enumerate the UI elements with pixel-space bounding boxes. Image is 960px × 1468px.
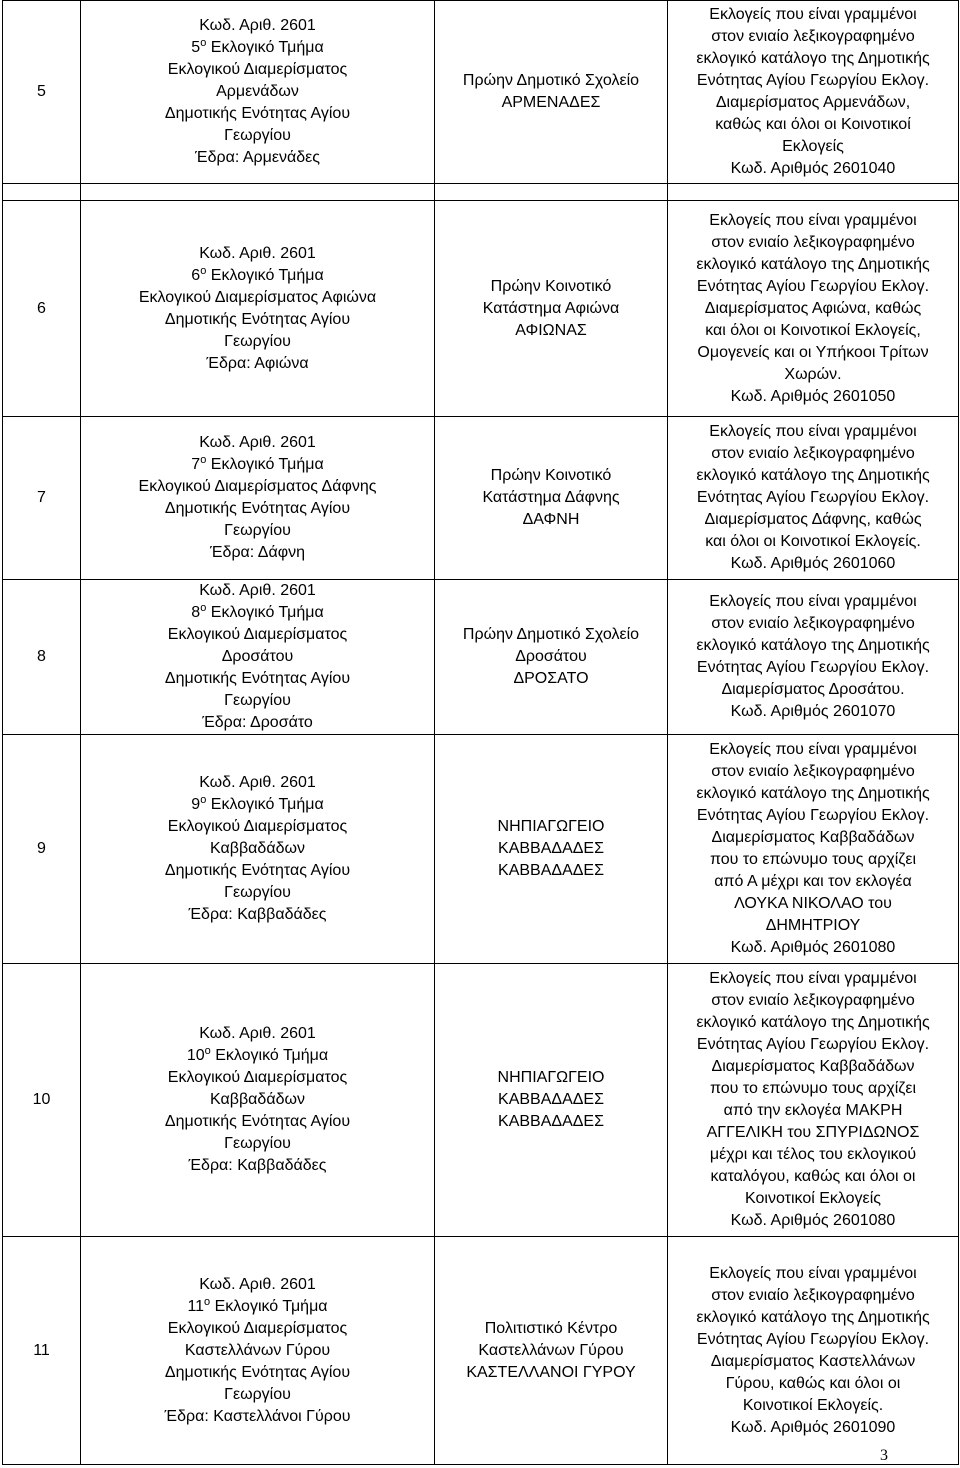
section-line: Δημοτικής Ενότητας Αγίου	[164, 310, 351, 328]
table-row	[3, 735, 959, 964]
voters-line: εκλογικό κατάλογο της Δημοτικής	[696, 1308, 930, 1326]
voters-line: Κοινοτικοί Εκλογείς	[745, 1190, 881, 1207]
location-line: ΔΡΟΣΑΤΟ	[513, 670, 589, 687]
section-title-text: Εκλογικό Τμήμα	[206, 604, 324, 621]
location-line: ΚΑΒΒΑΔΑΔΕΣ	[498, 862, 604, 879]
voters-line: ΛΟΥΚΑ ΝΙΚΟΛΑΟ του	[734, 895, 892, 912]
voters-line: εκλογικό κατάλογο της Δημοτικής	[696, 637, 930, 654]
voters-line: καθώς και όλοι οι Κοινοτικοί	[715, 116, 911, 133]
row-number: 9	[3, 735, 81, 964]
section-ordinal: 6	[191, 266, 201, 284]
ordinal-suffix: ο	[200, 264, 207, 277]
section-line: Δροσάτου	[221, 648, 294, 665]
location-line: ΑΡΜΕΝΑΔΕΣ	[501, 94, 601, 111]
voters-line: Εκλογείς	[782, 138, 844, 155]
section-title	[82, 37, 433, 59]
section-code: Κωδ. Αριθ. 2601	[199, 582, 316, 599]
section-line: Καββαδάδων	[210, 1091, 305, 1108]
row-number: 5	[3, 1, 81, 184]
row-number: 10	[3, 964, 81, 1237]
section-line: Εκλογικού Διαμερίσματος	[167, 1069, 348, 1086]
section-line: Δημοτικής Ενότητας Αγίου	[164, 670, 351, 687]
ordinal-suffix: ο	[200, 454, 207, 466]
voters-line: Κωδ. Αριθμός 2601080	[730, 939, 896, 956]
voters-line: Κοινοτικοί Εκλογείς.	[742, 1396, 884, 1414]
ordinal-suffix: ο	[200, 602, 207, 614]
location-line: ΑΦΙΩΝΑΣ	[515, 321, 587, 339]
section-line: Έδρα: Αφιώνα	[206, 354, 309, 372]
voters-line: ΔΗΜΗΤΡΙΟΥ	[765, 917, 861, 934]
location-cell	[435, 735, 668, 964]
voters-line: Ενότητας Αγίου Γεωργίου Εκλογ.	[696, 72, 930, 89]
section-cell	[81, 1, 435, 184]
voters-line: Ενότητας Αγίου Γεωργίου Εκλογ.	[696, 659, 930, 676]
location-cell	[435, 1237, 668, 1465]
section-line: Γεωργίου	[224, 692, 291, 709]
section-title-text: Εκλογικό Τμήμα	[210, 1297, 328, 1315]
location-line: Πρώην Κοινοτικό	[490, 467, 612, 484]
voters-line: Ενότητας Αγίου Γεωργίου Εκλογ.	[696, 489, 930, 506]
table-row	[3, 580, 959, 735]
table-row	[3, 964, 959, 1237]
voters-line: Εκλογείς που είναι γραμμένοι	[709, 593, 917, 610]
location-line: ΔΑΦΝΗ	[522, 511, 580, 528]
section-cell	[81, 201, 435, 417]
section-title-text: Εκλογικό Τμήμα	[210, 1047, 329, 1064]
location-line: ΚΑΒΒΑΔΑΔΕΣ	[498, 1091, 604, 1108]
location-cell	[435, 964, 668, 1237]
section-line: Έδρα: Καστελλάνοι Γύρου	[164, 1407, 351, 1425]
section-cell	[81, 580, 435, 735]
section-code: Κωδ. Αριθ. 2601	[199, 774, 316, 791]
section-title-text: Εκλογικό Τμήμα	[206, 796, 324, 813]
voters-line: Ενότητας Αγίου Γεωργίου Εκλογ.	[696, 1330, 930, 1348]
voters-line: Κωδ. Αριθμός 2601060	[730, 555, 896, 572]
location-line: Κατάστημα Αφιώνα	[482, 299, 620, 317]
voters-line: που το επώνυμο τους αρχίζει	[709, 1080, 917, 1097]
voters-line: εκλογικό κατάλογο της Δημοτικής	[696, 50, 930, 67]
voters-line: Χωρών.	[784, 365, 842, 383]
section-cell	[81, 735, 435, 964]
voters-cell	[668, 1, 959, 184]
voters-cell	[668, 580, 959, 735]
table-body	[3, 1, 959, 1465]
location-line: ΚΑΒΒΑΔΑΔΕΣ	[498, 1113, 604, 1130]
section-line: Εκλογικού Διαμερίσματος Δάφνης	[138, 478, 377, 495]
section-line: Γεωργίου	[224, 332, 291, 350]
voters-line: Διαμερίσματος Καββαδάδων	[711, 829, 915, 846]
voters-cell	[668, 735, 959, 964]
section-line: Γεωργίου	[224, 1385, 291, 1403]
section-line: Δημοτικής Ενότητας Αγίου	[164, 500, 351, 517]
section-line: Έδρα: Καββαδάδες	[188, 1157, 327, 1174]
voters-line: Διαμερίσματος Αρμενάδων,	[715, 94, 911, 111]
voters-line: Εκλογείς που είναι γραμμένοι	[709, 1264, 917, 1282]
location-line: Πρώην Δημοτικό Σχολείο	[462, 72, 640, 89]
voters-line: Εκλογείς που είναι γραμμένοι	[709, 423, 917, 440]
location-cell	[435, 1, 668, 184]
section-line: Δημοτικής Ενότητας Αγίου	[164, 862, 351, 879]
voters-line: Εκλογείς που είναι γραμμένοι	[709, 211, 917, 229]
voters-line: Εκλογείς που είναι γραμμένοι	[709, 970, 917, 987]
location-line: Καστελλάνων Γύρου	[478, 1341, 624, 1359]
section-title	[82, 454, 433, 476]
row-number: 6	[3, 201, 81, 417]
section-cell	[81, 417, 435, 580]
ordinal-suffix: ο	[200, 794, 207, 806]
voters-line: και όλοι οι Κοινοτικοί Εκλογείς,	[705, 321, 921, 339]
voters-line: Κωδ. Αριθμός 2601090	[730, 1418, 896, 1436]
table-row	[3, 417, 959, 580]
row-separator	[3, 184, 959, 201]
location-line: Πρώην Κοινοτικό	[490, 277, 612, 295]
section-code: Κωδ. Αριθ. 2601	[199, 434, 316, 451]
section-ordinal: 5	[191, 39, 201, 56]
section-line: Καββαδάδων	[210, 840, 305, 857]
section-line: Εκλογικού Διαμερίσματος	[167, 818, 348, 835]
ordinal-suffix: ο	[204, 1045, 211, 1057]
section-line: Καστελλάνων Γύρου	[184, 1341, 331, 1359]
voters-line: από Α μέχρι και τον εκλογέα	[714, 873, 912, 890]
section-ordinal: 11	[187, 1297, 205, 1315]
section-line: Δημοτικής Ενότητας Αγίου	[164, 1363, 351, 1381]
section-line: Γεωργίου	[224, 884, 291, 901]
voters-line: Διαμερίσματος Καστελλάνων	[710, 1352, 916, 1370]
voters-line: εκλογικό κατάλογο της Δημοτικής	[696, 255, 930, 273]
voters-line: Κωδ. Αριθμός 2601080	[730, 1212, 896, 1229]
section-code: Κωδ. Αριθ. 2601	[199, 1275, 316, 1293]
section-ordinal: 8	[191, 604, 201, 621]
voters-line: μέχρι και τέλος του εκλογικού	[709, 1146, 917, 1163]
voters-cell	[668, 201, 959, 417]
section-line: Έδρα: Δάφνη	[209, 544, 306, 561]
voters-line: από την εκλογέα ΜΑΚΡΗ	[723, 1102, 903, 1119]
section-line: Έδρα: Καββαδάδες	[188, 906, 327, 923]
row-number: 8	[3, 580, 81, 735]
section-line: Αρμενάδων	[216, 83, 299, 100]
section-title-text: Εκλογικό Τμήμα	[206, 266, 324, 284]
separator-cell	[435, 184, 668, 201]
section-line: Γεωργίου	[224, 522, 291, 539]
voters-line: στον ενιαίο λεξικογραφημένο	[711, 1286, 915, 1304]
section-line: Δημοτικής Ενότητας Αγίου	[164, 105, 351, 122]
location-line: ΚΑΒΒΑΔΑΔΕΣ	[498, 840, 604, 857]
section-code: Κωδ. Αριθ. 2601	[199, 244, 316, 262]
voters-cell	[668, 964, 959, 1237]
voters-line: στον ενιαίο λεξικογραφημένο	[711, 445, 915, 462]
voters-line: στον ενιαίο λεξικογραφημένο	[711, 763, 915, 780]
voters-line: Διαμερίσματος Καββαδάδων	[711, 1058, 915, 1075]
separator-cell	[3, 184, 81, 201]
ordinal-suffix: ο	[200, 37, 207, 49]
section-title-text: Εκλογικό Τμήμα	[206, 456, 324, 473]
voters-line: Ομογενείς και οι Υπήκοοι Τρίτων	[697, 343, 929, 361]
voters-line: εκλογικό κατάλογο της Δημοτικής	[696, 467, 930, 484]
section-line: Έδρα: Αρμενάδες	[195, 149, 320, 166]
location-line: ΝΗΠΙΑΓΩΓΕΙΟ	[497, 818, 605, 835]
voters-line: Εκλογείς που είναι γραμμένοι	[709, 741, 917, 758]
voters-line: στον ενιαίο λεξικογραφημένο	[711, 615, 915, 632]
page-number: 3	[880, 1447, 888, 1464]
section-title	[82, 1296, 433, 1318]
voters-line: ΑΓΓΕΛΙΚΗ του ΣΠΥΡΙΔΩΝΟΣ	[706, 1124, 920, 1141]
voters-line: Κωδ. Αριθμός 2601040	[730, 160, 896, 177]
section-ordinal: 7	[191, 456, 201, 473]
polling-stations-table	[2, 0, 959, 1465]
voters-line: Κωδ. Αριθμός 2601070	[730, 703, 896, 720]
location-cell	[435, 417, 668, 580]
table-row	[3, 1237, 959, 1465]
voters-line: Διαμερίσματος Δροσάτου.	[721, 681, 905, 698]
voters-line: στον ενιαίο λεξικογραφημένο	[711, 992, 915, 1009]
voters-line: Ενότητας Αγίου Γεωργίου Εκλογ.	[696, 277, 930, 295]
location-line: Πρώην Δημοτικό Σχολείο	[462, 626, 640, 643]
voters-line: Κωδ. Αριθμός 2601050	[730, 387, 896, 405]
section-line: Εκλογικού Διαμερίσματος Αφιώνα	[138, 288, 377, 306]
section-ordinal: 10	[186, 1047, 205, 1064]
voters-line: και όλοι οι Κοινοτικοί Εκλογείς.	[705, 533, 921, 550]
table-row	[3, 201, 959, 417]
section-ordinal: 9	[191, 796, 201, 813]
voters-line: εκλογικό κατάλογο της Δημοτικής	[696, 1014, 930, 1031]
voters-cell	[668, 417, 959, 580]
section-title	[82, 602, 433, 624]
section-line: Γεωργίου	[224, 127, 291, 144]
voters-line: εκλογικό κατάλογο της Δημοτικής	[696, 785, 930, 802]
location-line: Δροσάτου	[515, 648, 587, 665]
location-cell	[435, 201, 668, 417]
section-line: Έδρα: Δροσάτο	[202, 714, 313, 731]
section-title	[82, 1045, 433, 1067]
voters-line: καταλόγου, καθώς και όλοι οι	[710, 1168, 916, 1185]
location-line: Πολιτιστικό Κέντρο	[484, 1319, 618, 1337]
table-row	[3, 1, 959, 184]
voters-line: Εκλογείς που είναι γραμμένοι	[709, 6, 917, 23]
section-line: Δημοτικής Ενότητας Αγίου	[164, 1113, 351, 1130]
row-number: 7	[3, 417, 81, 580]
voters-line: Ενότητας Αγίου Γεωργίου Εκλογ.	[696, 1036, 930, 1053]
location-cell	[435, 580, 668, 735]
voters-line: στον ενιαίο λεξικογραφημένο	[711, 233, 915, 251]
ordinal-suffix: ο	[204, 1295, 211, 1308]
section-code: Κωδ. Αριθ. 2601	[199, 17, 316, 34]
separator-cell	[668, 184, 959, 201]
section-title-text: Εκλογικό Τμήμα	[206, 39, 324, 56]
voters-line: Διαμερίσματος Δάφνης, καθώς	[704, 511, 922, 528]
separator-cell	[81, 184, 435, 201]
location-line: ΚΑΣΤΕΛΛΑΝΟΙ ΓΥΡΟΥ	[466, 1363, 636, 1381]
section-line: Γεωργίου	[224, 1135, 291, 1152]
location-line: Κατάστημα Δάφνης	[482, 489, 620, 506]
section-code: Κωδ. Αριθ. 2601	[199, 1025, 316, 1042]
section-line: Εκλογικού Διαμερίσματος	[167, 61, 348, 78]
location-line: ΝΗΠΙΑΓΩΓΕΙΟ	[497, 1069, 605, 1086]
section-title	[82, 265, 433, 287]
voters-line: Ενότητας Αγίου Γεωργίου Εκλογ.	[696, 807, 930, 824]
section-cell	[81, 964, 435, 1237]
voters-line: Διαμερίσματος Αφιώνα, καθώς	[704, 299, 922, 317]
section-cell	[81, 1237, 435, 1465]
section-title	[82, 794, 433, 816]
section-line: Εκλογικού Διαμερίσματος	[167, 1319, 348, 1337]
voters-line: που το επώνυμο τους αρχίζει	[709, 851, 917, 868]
voters-cell	[668, 1237, 959, 1465]
row-number: 11	[3, 1237, 81, 1465]
voters-line: Γύρου, καθώς και όλοι οι	[725, 1374, 901, 1392]
voters-line: στον ενιαίο λεξικογραφημένο	[711, 28, 915, 45]
section-line: Εκλογικού Διαμερίσματος	[167, 626, 348, 643]
